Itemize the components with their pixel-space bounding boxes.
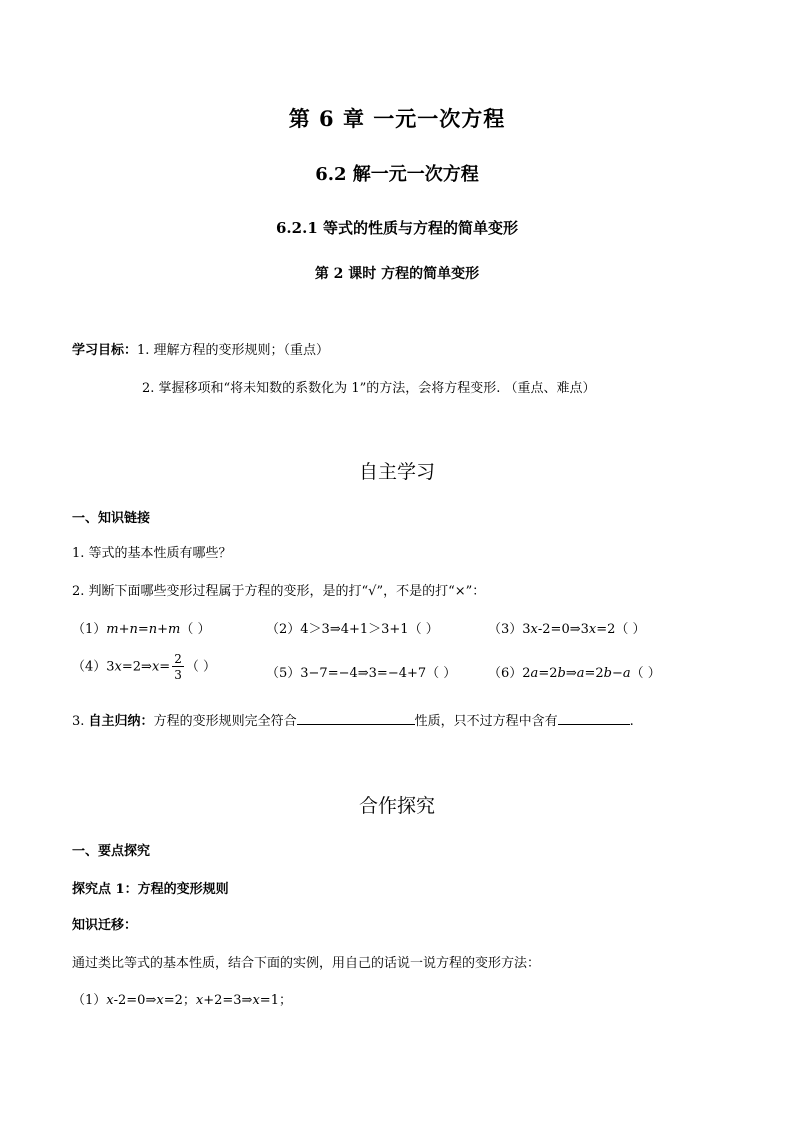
example-1: （1）x-2=0⇒x=2；x+2=3⇒x=1； [72,993,292,1008]
judge-item-4: （4）3x=2⇒x= $\frac{2}{3}$ （ ） [72,652,216,682]
objective-1 [72,339,329,358]
judge-item-6: （6）2a=2b⇒a=2b−a（ ） [488,666,661,681]
judge-item-5: （5）3−7=−4⇒3=−4+7（ ） [266,666,457,681]
exploration-point-1-title: 探究点 1：方程的变形规则 [72,882,229,897]
subsection-title: 6.2.1 等式的性质与方程的简单变形 [276,219,518,237]
judge-item-2: （2）4＞3⇒4+1＞3+1（ ） [266,622,439,637]
section-title: 6.2 解一元一次方程 [315,164,479,185]
lesson-title: 第 2 课时 方程的简单变形 [314,266,480,282]
fraction-two-thirds: $\frac{2}{3}$ [174,652,182,682]
cooperative-heading: 合作探究 [358,795,435,817]
objectives-label: 学习目标： [72,343,138,358]
chapter-title: 第 6 章 一元一次方程 [288,106,506,131]
judge-item-3: （3）3x-2=0⇒3x=2（ ） [488,622,646,637]
knowledge-link-title: 一、知识链接 [72,511,151,526]
question-2: 2. 判断下面哪些变形过程属于方程的变形，是的打“√”，不是的打“×”： [72,584,486,599]
judge-item-1: （1）m+n=n+m（ ） [72,622,211,637]
answer-blank-1[interactable] [297,712,415,725]
question-1: 1. 等式的基本性质有哪些？ [72,546,232,561]
answer-blank-2[interactable] [558,712,630,725]
self-summary-label: 自主归纳： [88,714,154,729]
knowledge-transfer-label: 知识迁移： [72,918,138,933]
instruction-text: 通过类比等式的基本性质，结合下面的实例，用自己的话说一说方程的变形方法： [72,956,541,971]
self-study-heading: 自主学习 [358,461,435,483]
objective-1-text: 1. 理解方程的变形规则；（重点） [137,343,330,358]
question-3: 3. 自主归纳：方程的变形规则完全符合 性质，只不过方程中含有 . [72,714,634,729]
objective-2: 2. 掌握移项和“将未知数的系数化为 1”的方法，会将方程变形. （重点、难点） [142,381,596,396]
key-points-title: 一、要点探究 [72,844,151,859]
